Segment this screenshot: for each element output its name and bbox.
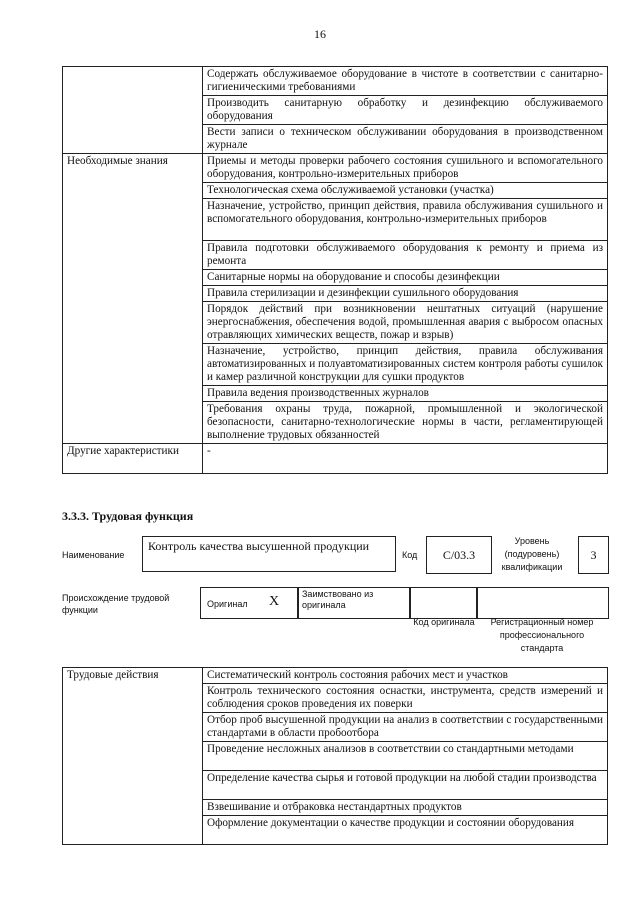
table-row: Проведение несложных анализов в соответствии со стандартными методами bbox=[203, 742, 608, 771]
code-original-box bbox=[409, 587, 478, 619]
original-label: Оригинал bbox=[207, 599, 248, 609]
code-label: Код bbox=[402, 550, 418, 560]
name-label: Наименование bbox=[62, 550, 125, 560]
level-label: Уровень (подуровень) квалификации bbox=[501, 536, 563, 572]
table-row: Правила подготовки обслуживаемого оборудования к ремонту и приема из ремонта bbox=[203, 241, 608, 270]
category-cell: Трудовые действия bbox=[63, 668, 203, 845]
page-number: 16 bbox=[314, 27, 326, 41]
table-row: Систематический контроль состояния рабочих мест и участков bbox=[203, 668, 608, 684]
table-row: Производить санитарную обработку и дезинфекцию обслуживаемого оборудования bbox=[203, 96, 608, 125]
reg-number-caption: Регистрационный номер профессионального стандарта bbox=[490, 617, 594, 653]
level-value: 3 bbox=[578, 536, 609, 574]
table-row: Взвешивание и отбраковка нестандартных продуктов bbox=[203, 800, 608, 816]
category-cell: Другие характеристики bbox=[63, 444, 203, 474]
table-row: Определение качества сырья и готовой продукции на любой стадии производства bbox=[203, 771, 608, 800]
table-row: Оформление документации о качестве продукции и состоянии оборудования bbox=[203, 816, 608, 845]
table-row: Санитарные нормы на оборудование и способы дезинфекции bbox=[203, 270, 608, 286]
original-box bbox=[200, 587, 299, 619]
table-row: Правила ведения производственных журналов bbox=[203, 386, 608, 402]
table-row: Вести записи о техническом обслуживании оборудования в производственном журнале bbox=[203, 125, 608, 154]
table-row: Порядок действий при возникновении нештатных ситуаций (нарушение энергоснабжения, обеспечения водой, промышленная авария с выбросом опасных отравляющих химических веществ, пожар и взрыв) bbox=[203, 302, 608, 344]
table-row: Контроль технического состояния оснастки, инструмента, средств измерений и соблюдения сроков проведения их поверки bbox=[203, 684, 608, 713]
section-title: 3.3.3. Трудовая функция bbox=[62, 509, 194, 523]
name-value: Контроль качества высушенной продукции bbox=[142, 536, 396, 572]
table-row: Назначение, устройство, принцип действия, правила обслуживания сушильного и вспомогательного оборудования, контрольно-измерительных приборов bbox=[203, 199, 608, 241]
table-row: Правила стерилизации и дезинфекции сушильного оборудования bbox=[203, 286, 608, 302]
reg-number-box bbox=[476, 587, 609, 619]
original-mark: X bbox=[269, 594, 280, 609]
skills-knowledge-table bbox=[62, 66, 608, 474]
table-row: Технологическая схема обслуживаемой установки (участка) bbox=[203, 183, 608, 199]
table-row: - bbox=[203, 444, 608, 474]
labor-actions-table bbox=[62, 667, 608, 845]
category-cell: Необходимые знания bbox=[63, 154, 203, 444]
origin-label: Происхождение трудовой функции bbox=[62, 593, 170, 615]
category-cell bbox=[63, 67, 203, 154]
table-row: Требования охраны труда, пожарной, промышленной и экологической безопасности, санитарно-технологические нормы в части, регламентирующей выполнение трудовых обязанностей bbox=[203, 402, 608, 444]
borrowed-box bbox=[297, 587, 411, 619]
table-row: Отбор проб высушенной продукции на анализ в соответствии с государственными стандартами в области пробоотбора bbox=[203, 713, 608, 742]
code-value: С/03.3 bbox=[426, 536, 492, 574]
borrowed-label: Заимствовано из оригинала bbox=[302, 589, 374, 610]
table-row: Приемы и методы проверки рабочего состояния сушильного и вспомогательного оборудования, контрольно-измерительных приборов bbox=[203, 154, 608, 183]
table-row: Назначение, устройство, принцип действия, правила обслуживания автоматизированных и полуавтоматизированных систем контроля работы сушилок и камер различной конструкции для сушки продуктов bbox=[203, 344, 608, 386]
code-original-caption: Код оригинала bbox=[413, 617, 475, 627]
table-row: Содержать обслуживаемое оборудование в чистоте в соответствии с санитарно-гигиеническими требованиями bbox=[203, 67, 608, 96]
